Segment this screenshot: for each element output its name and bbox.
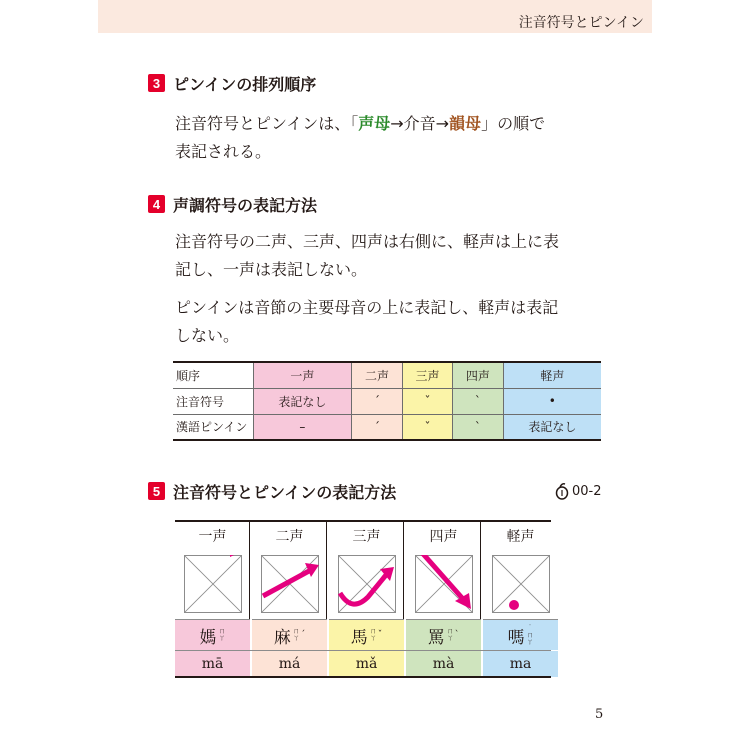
tone-stroke-diagram-second (261, 555, 319, 613)
divider (175, 676, 551, 678)
table-cell: ˊ (352, 414, 402, 440)
zhuyin (370, 628, 377, 642)
table-cell: 四声 (453, 362, 503, 388)
page-number: 5 (595, 707, 604, 722)
table-cell: 表記なし (503, 414, 601, 440)
text-line: ピンインは音節の主要母音の上に表記し、軽声は表記 (175, 298, 559, 317)
zhuyin (527, 625, 534, 646)
chinese-char: 罵 (427, 627, 445, 648)
running-header (98, 0, 652, 33)
chinese-char: 嗎 (507, 627, 525, 648)
char-cell (252, 619, 327, 650)
tone-label: 二声 (275, 529, 304, 545)
term-shengmu: 声母 (358, 114, 391, 133)
zhuyin-initial: ㄇ (292, 627, 300, 635)
zhuyin-final: ㄚ (369, 634, 377, 642)
table-cell: 順序 (173, 362, 253, 388)
table-cell: ˇ (402, 388, 452, 414)
table-cell: 表記なし (253, 388, 352, 414)
table-cell: 軽声 (503, 362, 601, 388)
zhuyin (219, 628, 226, 642)
table-cell: – (253, 414, 352, 440)
tone-stroke-diagram-fourth (415, 555, 473, 613)
tone-column-2 (252, 520, 327, 678)
tone-chart (175, 520, 551, 678)
zhuyin-initial: ㄇ (446, 627, 454, 635)
pinyin-cell: ma (483, 650, 558, 677)
table-cell: 二声 (352, 362, 402, 388)
section-4-para-1 (175, 228, 615, 284)
pinyin-cell: mà (406, 650, 481, 677)
audio-track-label: 00-2 (572, 483, 602, 499)
section-number-badge: 5 (148, 482, 165, 500)
text-line: 記し、一声は表記しない。 (175, 260, 368, 279)
zhuyin-initial: ㄇ (218, 627, 226, 635)
tone-stroke-diagram-third (338, 555, 396, 613)
tone-column-3 (329, 520, 404, 678)
table-cell: ˇ (402, 414, 452, 440)
tone-mark: ˇ (377, 630, 383, 640)
char-cell (329, 619, 404, 650)
zhuyin-initial: ㄇ (369, 627, 377, 635)
tone-stroke-diagram-first (184, 555, 242, 613)
char-cell (483, 619, 558, 650)
chinese-char: 麻 (273, 627, 291, 648)
tone-mark: ˋ (454, 630, 460, 640)
zhuyin (293, 628, 300, 642)
divider (175, 650, 551, 651)
audio-track[interactable] (555, 482, 602, 500)
pinyin-cell: mā (175, 650, 250, 677)
section-title: 声調符号の表記方法 (173, 195, 318, 215)
tone-column-4 (406, 520, 481, 678)
tone-label: 軽声 (506, 529, 535, 545)
zhuyin-final: ㄚ (218, 634, 226, 642)
running-header-title: 注音符号とピンイン (518, 15, 644, 31)
tone-mark: ˊ (300, 630, 306, 640)
section-3-text (175, 110, 615, 166)
tone-label: 四声 (429, 529, 458, 545)
tone-column-5 (483, 520, 558, 678)
text-fragment: 注音符号とピンインは、「 (175, 114, 359, 133)
section-5-heading (148, 479, 396, 503)
section-title: ピンインの排列順序 (173, 74, 317, 94)
table-cell: 三声 (402, 362, 452, 388)
table-cell: 注音符号 (173, 388, 253, 414)
section-4-heading (148, 192, 317, 216)
section-number-badge: 4 (148, 195, 165, 213)
text-line: 表記される。 (175, 142, 272, 161)
table-row (173, 414, 601, 440)
table-cell: 一声 (253, 362, 352, 388)
pinyin-cell: mǎ (329, 650, 404, 677)
zhuyin-initial: ㄇ (526, 630, 534, 639)
char-cell (175, 619, 250, 650)
table-cell: ˋ (453, 388, 503, 414)
char-cell (406, 619, 481, 650)
table-cell: ˋ (453, 414, 503, 440)
table-cell: • (503, 388, 601, 414)
tone-stroke-diagram-neutral (492, 555, 550, 613)
zhuyin-final: ㄚ (446, 634, 454, 642)
section-title: 注音符号とピンインの表記方法 (173, 482, 397, 502)
tone-mark-table (173, 361, 601, 441)
tone-label: 一声 (198, 529, 227, 545)
text-line: 注音符号の二声、三声、四声は右側に、軽声は上に表 (175, 232, 560, 251)
zhuyin (447, 628, 454, 642)
pinyin-cell: má (252, 650, 327, 677)
text-line: しない。 (175, 326, 240, 345)
zhuyin-final: ㄚ (526, 637, 534, 646)
section-number-badge: 3 (148, 74, 165, 92)
term-yunmu: 韻母 (449, 114, 482, 133)
section-4-para-2 (175, 294, 615, 350)
section-3-heading (148, 71, 316, 95)
table-row (173, 388, 601, 414)
tone-column-1 (175, 520, 250, 678)
table-header-row (173, 362, 601, 388)
zhuyin-final: ㄚ (292, 634, 300, 642)
tone-mark: ˙ (528, 623, 532, 632)
text-fragment: 」の順で (481, 114, 546, 133)
arrow-text: →介音→ (390, 114, 450, 133)
table-cell: 漢語ピンイン (173, 414, 253, 440)
audio-icon (555, 482, 569, 500)
chinese-char: 馬 (350, 627, 368, 648)
table-cell: ˊ (352, 388, 402, 414)
chinese-char: 媽 (199, 627, 217, 648)
tone-label: 三声 (352, 529, 381, 545)
